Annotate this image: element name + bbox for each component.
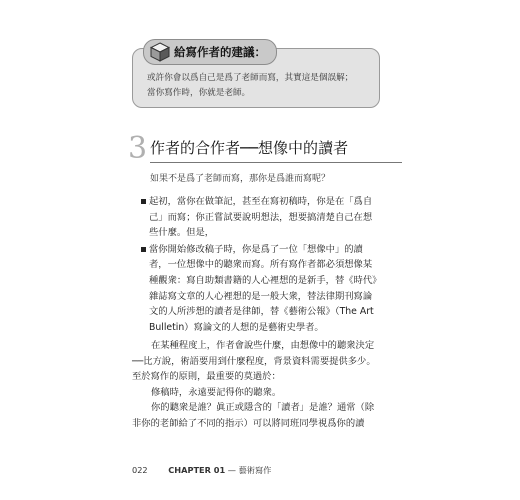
- section-divider: [150, 162, 402, 163]
- section-title: 作者的合作者──想像中的讀者: [150, 139, 349, 157]
- body-line: 修稿時，永遠要記得你的聽衆。: [151, 386, 282, 398]
- body-line: 至於寫作的原則，最重要的莫過於：: [132, 371, 281, 383]
- chapter-label: CHAPTER 01: [168, 465, 226, 475]
- bullet-line: 者，一位想像中的聽衆而寫。所有寫作者都必須想像某: [149, 259, 373, 271]
- bullet-line: 己」而寫；你正嘗試要說明想法，想要搞清楚自己在想: [149, 211, 373, 223]
- bullet-item: [141, 242, 389, 336]
- bullet-line: 種觀衆：寫自助類書籍的人心裡想的是新手，替《時代》: [149, 274, 382, 286]
- square-bullet-icon: [141, 199, 146, 204]
- page-footer: [132, 464, 271, 476]
- section-lead: 如果不是爲了老師而寫，那你是爲誰而寫呢？: [150, 174, 331, 184]
- bullet-line: 起初，當你在做筆記，甚至在寫初稿時，你是在「爲自: [149, 196, 373, 207]
- body-line: 你的聽衆是誰？眞正或隱含的「讀者」是誰？通常（除: [151, 402, 375, 414]
- tip-label-text: 給寫作者的建議：: [174, 45, 266, 59]
- body-text: [132, 338, 394, 432]
- tip-label: [143, 39, 277, 65]
- tip-body: [147, 71, 372, 101]
- bullet-line: Bulletin）寫論文的人想的是藝術史學者。: [149, 321, 324, 333]
- tip-line: 或許你會以爲自己是爲了老師而寫，其實這是個誤解；: [147, 73, 354, 83]
- tip-line: 當你寫作時，你就是老師。: [147, 88, 251, 98]
- bullet-line: 當你開始修改稿子時，你是爲了一位「想像中」的讀: [149, 243, 363, 255]
- tip-box: [132, 45, 380, 108]
- body-line: 在某種程度上，作者會說些什麼，由想像中的聽衆決定: [151, 340, 375, 351]
- bullet-line: 些什麼。但是，: [149, 227, 215, 239]
- page-number: 022: [132, 465, 148, 475]
- body-line: ──比方說，術語要用到什麼程度，背景資料需要提供多少。: [132, 355, 376, 367]
- section-number: 3: [128, 131, 148, 166]
- bullet-list: [141, 194, 389, 335]
- body-line: 非你的老師給了不同的指示）可以將同班同學視爲你的讀: [132, 417, 365, 429]
- cube-icon: [150, 42, 170, 62]
- bullet-item: [141, 194, 389, 241]
- bullet-line: 文的人所涉想的讀者是律師，替《藝術公報》（The Art: [149, 306, 374, 318]
- chapter-title: — 藝術寫作: [227, 465, 272, 475]
- bullet-line: 雜誌寫文章的人心裡想的是一般大衆，替法律期刊寫論: [149, 290, 373, 302]
- square-bullet-icon: [141, 247, 146, 252]
